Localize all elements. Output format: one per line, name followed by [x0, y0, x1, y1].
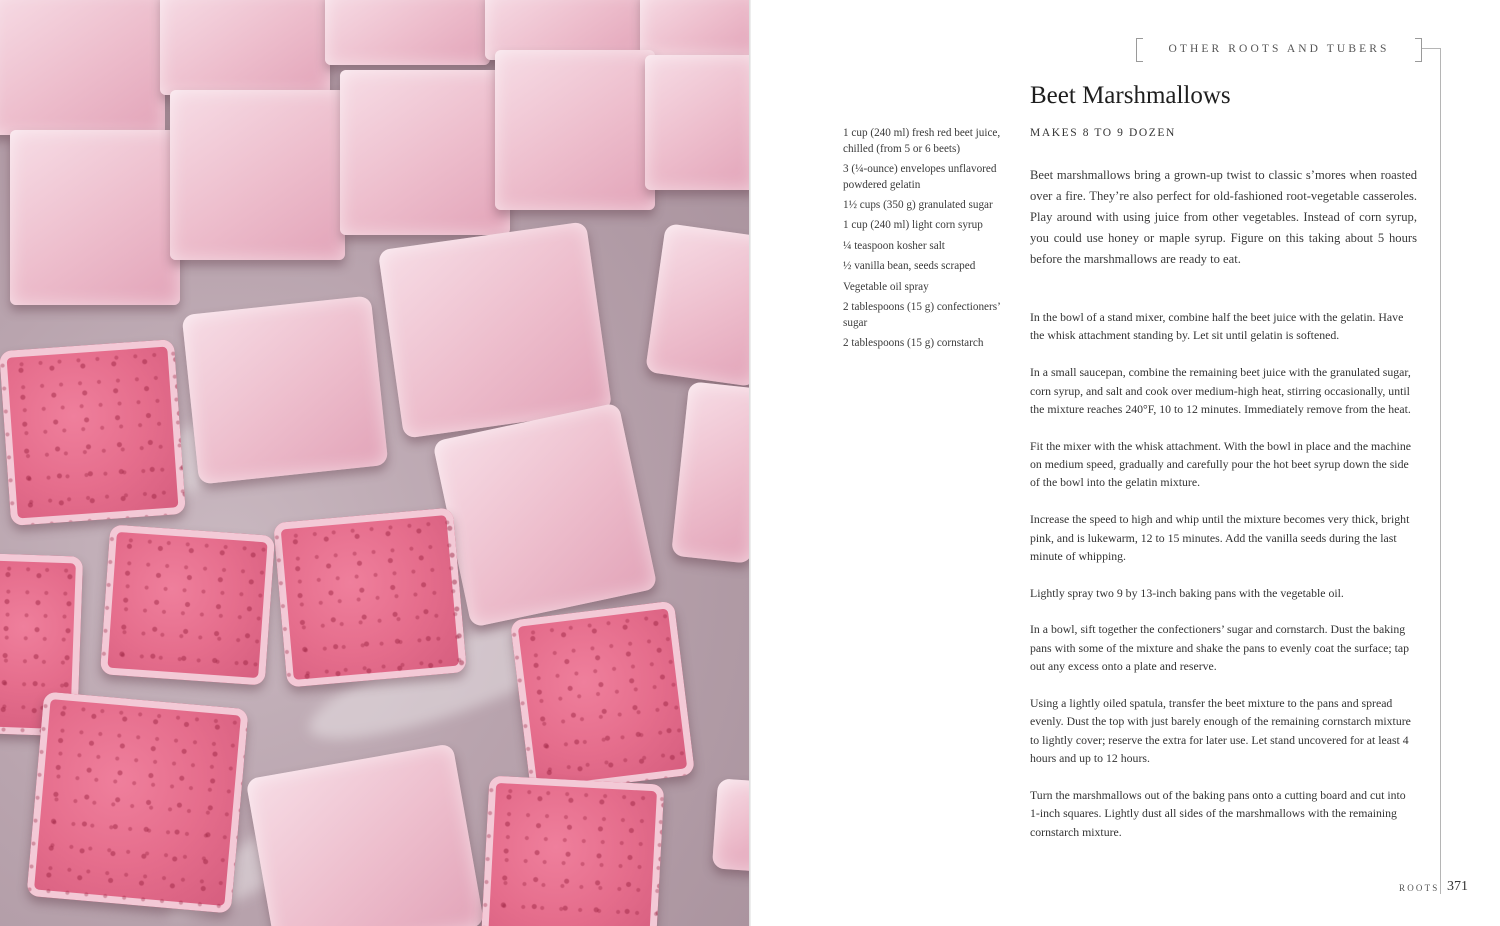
recipe-yield: MAKES 8 TO 9 DOZEN [1030, 127, 1176, 139]
ingredient-item: 1 cup (240 ml) fresh red beet juice, chilled (from 5 or 6 beets) [843, 127, 1001, 155]
book-spine [749, 0, 751, 926]
ingredient-item: ½ vanilla bean, seeds scraped [843, 260, 976, 273]
folio-section: ROOTS [1399, 883, 1440, 893]
method-step: Increase the speed to high and whip until the mixture becomes very thick, bright pink, and is lukewarm, 12 to 15 minutes. Add the vanilla seeds during the last minute of whipping. [1030, 512, 1410, 563]
recipe-title: Beet Marshmallows [1030, 82, 1231, 109]
method-step: Using a lightly oiled spatula, transfer the beet mixture to the pans and spread evenly. Dust the top with just barely enough of the remaining cornstarch mixture to lightly cover; reserve the extra for later use. Let stand uncovered for at least 4 hours and up to 12 hours. [1030, 695, 1411, 766]
ingredient-item: Vegetable oil spray [843, 280, 929, 293]
method-step: In a bowl, sift together the confectioners’ sugar and cornstarch. Dust the baking pans with some of the mixture and shake the pans to evenly coat the surface; tap out any excess onto a plate and reserve. [1030, 622, 1410, 674]
method-step: Turn the marshmallows out of the baking pans onto a cutting board and cut into 1-inch squares. Lightly dust all sides of the marshmallows with the remaining cornstarch mixture. [1030, 787, 1406, 839]
ingredient-item: 1 cup (240 ml) light corn syrup [843, 219, 983, 232]
marshmallow-photo [0, 0, 749, 926]
method-step: Lightly spray two 9 by 13-inch baking pans with the vegetable oil. [1030, 585, 1344, 600]
ingredient-item: 1½ cups (350 g) granulated sugar [843, 198, 993, 211]
ingredient-item: ¼ teaspoon kosher salt [843, 239, 945, 252]
method-step: In a small saucepan, combine the remaining beet juice with the granulated sugar, corn syrup, and salt and cook over medium-high heat, stirring occasionally, until the mixture reaches 240°F, 10 to 12 minutes. Immediately remove from the heat. [1030, 365, 1411, 416]
ingredient-item: 2 tablespoons (15 g) cornstarch [843, 336, 984, 349]
page-number: 371 [1447, 879, 1468, 894]
ingredient-item: 2 tablespoons (15 g) confectioners’ sugar [843, 300, 1000, 329]
ingredient-item: 3 (¼-ounce) envelopes unflavored powdered gelatin [843, 162, 997, 191]
bracket-right [1415, 38, 1422, 62]
method-step: Fit the mixer with the whisk attachment. With the bowl in place and the machine on medium speed, gradually and carefully pour the hot beet syrup down the side of the bowl into the gelatin mixture. [1030, 438, 1411, 490]
method-step: In the bowl of a stand mixer, combine half the beet juice with the gelatin. Have the whisk attachment standing by. Let sit until gelatin is softened. [1030, 310, 1404, 343]
running-head [1136, 38, 1422, 60]
method-steps [1030, 308, 1417, 859]
running-head-text: OTHER ROOTS AND TUBERS [1168, 43, 1390, 55]
page-edge-rule [1440, 48, 1441, 894]
recipe-intro: Beet marshmallows bring a grown-up twist to classic s’mores when roasted over a fire. They’re also perfect for old-fashioned root-vegetable casseroles. Play around with using juice from other vegetables. Instead of corn syrup, you could use honey or maple syrup. Figure on this taking about 5 hours before the marshmallows are ready to eat. [1030, 168, 1417, 266]
ingredient-list [843, 126, 1003, 356]
page-rule-top [1422, 48, 1440, 49]
bracket-left [1136, 38, 1143, 62]
